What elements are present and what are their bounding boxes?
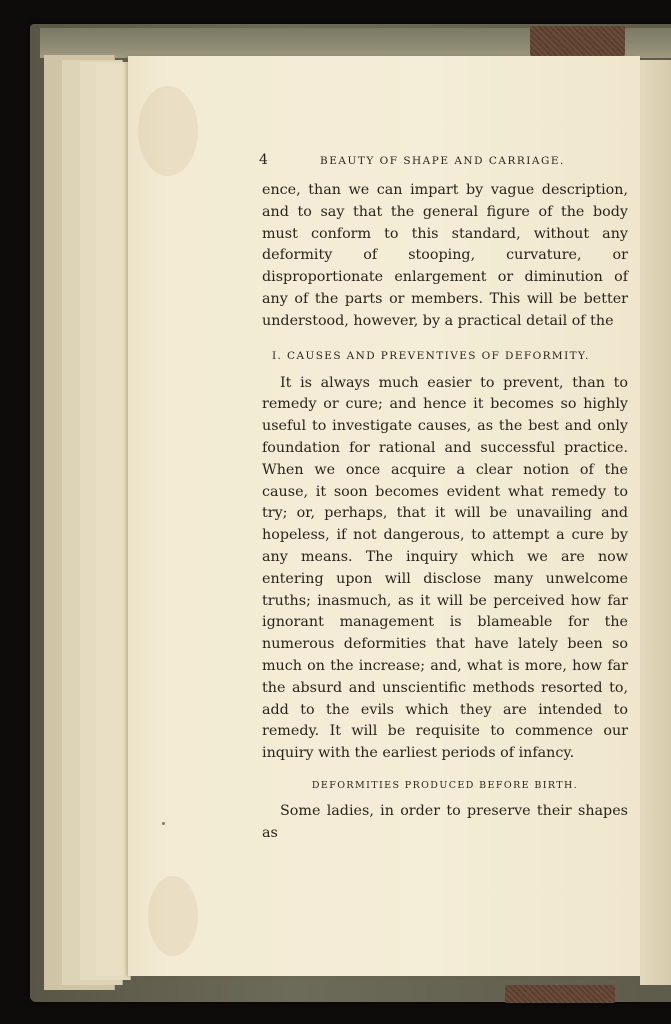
paragraph-fragment: Some ladies, in order to preserve their shapes as <box>262 802 628 841</box>
running-head <box>259 150 628 174</box>
spine-cloth-top <box>530 26 625 56</box>
paper-stain <box>148 876 198 956</box>
section-heading: I. CAUSES AND PREVENTIVES OF DEFORMITY. <box>272 349 590 362</box>
running-head-title: BEAUTY OF SHAPE AND CARRIAGE. <box>320 155 565 167</box>
page-number: 4 <box>259 152 268 168</box>
ink-speck <box>162 822 165 825</box>
paragraph-causes: It is always much easier to prevent, than to remedy or cure; and hence it becomes so highly useful to investigate causes, as the best and only foundation for rational and successful practice. When we once acquire a clear notion of the cause, it soon becomes evident what remedy to try; or, perhaps, that it will be unavailing and hopeless, if not dangerous, to attempt a cure by any means. The inquiry which we are now entering upon will disclose many unwelcome truths; inasmuch, as it will be perceived how far ignorant management is blameable for the numerous deformities that have lately been so much on the increase; and, what is more, how far the absurd and unscientific methods resorted to, add to the evils which they are intended to remedy. It will be requisite to commence our inquiry with the earliest periods of infancy. <box>262 374 628 762</box>
facing-page-edge <box>640 60 671 985</box>
subsection-heading: DEFORMITIES PRODUCED BEFORE BIRTH. <box>311 779 579 791</box>
paragraph-continuation: ence, than we can impart by vague description, and to say that the general figure of the body must conform to this standard, without any deformity of stooping, curvature, or disproportionate enlargement or diminution of any of the parts or members. This will be better understood, however, by a practical detail of the <box>262 182 628 329</box>
spine-cloth-bottom <box>505 985 615 1003</box>
paper-stain <box>138 86 198 176</box>
page-text <box>259 150 628 845</box>
